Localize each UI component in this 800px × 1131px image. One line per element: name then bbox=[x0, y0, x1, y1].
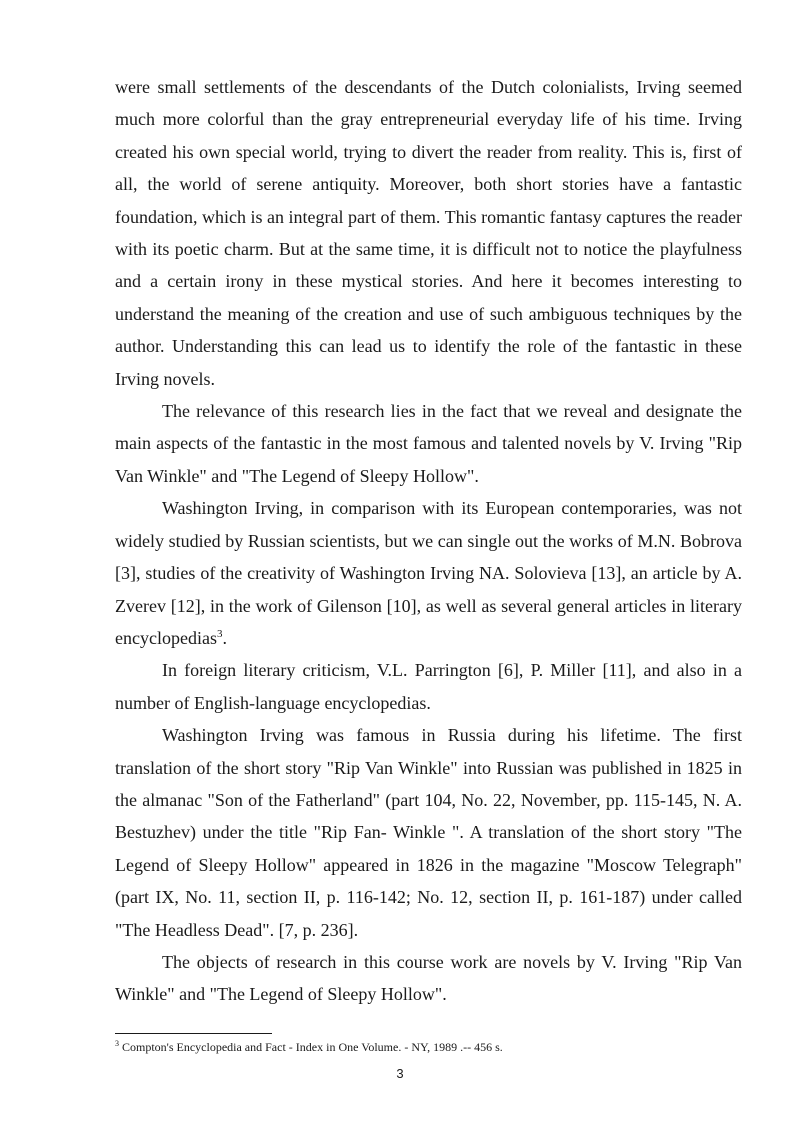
paragraph-5 bbox=[115, 719, 742, 946]
paragraph-4-text: In foreign literary criticism, V.L. Parrington [6], P. Miller [11], and also in a number of English-language encyclopedias. bbox=[115, 660, 742, 713]
paragraph-1 bbox=[115, 71, 742, 395]
paragraph-3 bbox=[115, 492, 742, 654]
footnote-reference[interactable]: 3 bbox=[216, 627, 223, 640]
paragraph-6 bbox=[115, 946, 742, 1011]
paragraph-2 bbox=[115, 395, 742, 492]
paragraph-6-text: The objects of research in this course work are novels by V. Irving "Rip Van Winkle" and "The Legend of Sleepy Hollow". bbox=[115, 951, 742, 1005]
footnote-text: Compton's Encyclopedia and Fact - Index in One Volume. - NY, 1989 .-- 456 s. bbox=[119, 1040, 503, 1054]
paragraph-5-text: Washington Irving was famous in Russia during his lifetime. The first translation of the short story "Rip Van Winkle" into Russian was published in 1825 in the almanac "Son of the Fatherland" (part 104, No. 22, November, pp. 115-145, N. A. Bestuzhev) under the title "Rip Fan- Winkle ". A translation of the short story "The Legend of Sleepy Hollow" appeared in 1826 in the magazine "Moscow Telegraph" (part IX, No. 11, section II, p. 116-142; No. 12, section II, p. 161-187) under called "The Headless Dead". [7, p. 236]. bbox=[115, 725, 742, 940]
footnote-separator bbox=[115, 1033, 272, 1034]
footnote-marker: 3 bbox=[115, 1039, 119, 1048]
paragraph-2-text: The relevance of this research lies in the fact that we reveal and designate the main aspects of the fantastic in the most famous and talented novels by V. Irving "Rip Van Winkle" and "The Legend of Sleepy Hollow". bbox=[115, 401, 742, 486]
paragraph-4 bbox=[115, 654, 742, 719]
paragraph-3-end: . bbox=[222, 627, 227, 648]
body-text bbox=[115, 71, 742, 1011]
footnote bbox=[115, 1039, 742, 1055]
paragraph-1-text: were small settlements of the descendants of the Dutch colonialists, Irving seemed much more colorful than the gray entrepreneurial everyday life of his time. Irving created his own special world, trying to divert the reader from reality. This is, first of all, the world of serene antiquity. Moreover, both short stories have a fantastic foundation, which is an integral part of them. This romantic fantasy captures the reader with its poetic charm. But at the same time, it is difficult not to notice the playfulness and a certain irony in these mystical stories. And here it becomes interesting to understand the meaning of the creation and use of such ambiguous techniques by the author. Understanding this can lead us to identify the role of the fantastic in these Irving novels. bbox=[115, 77, 742, 389]
paragraph-3-text: Washington Irving, in comparison with its European contemporaries, was not widely studied by Russian scientists, but we can single out the works of M.N. Bobrova [3], studies of the creativity of Washington Irving NA. Solovieva [13], an article by A. Zverev [12], in the work of Gilenson [10], as well as several general articles in literary encyclopedias bbox=[115, 498, 742, 648]
page-number: 3 bbox=[396, 1066, 404, 1081]
